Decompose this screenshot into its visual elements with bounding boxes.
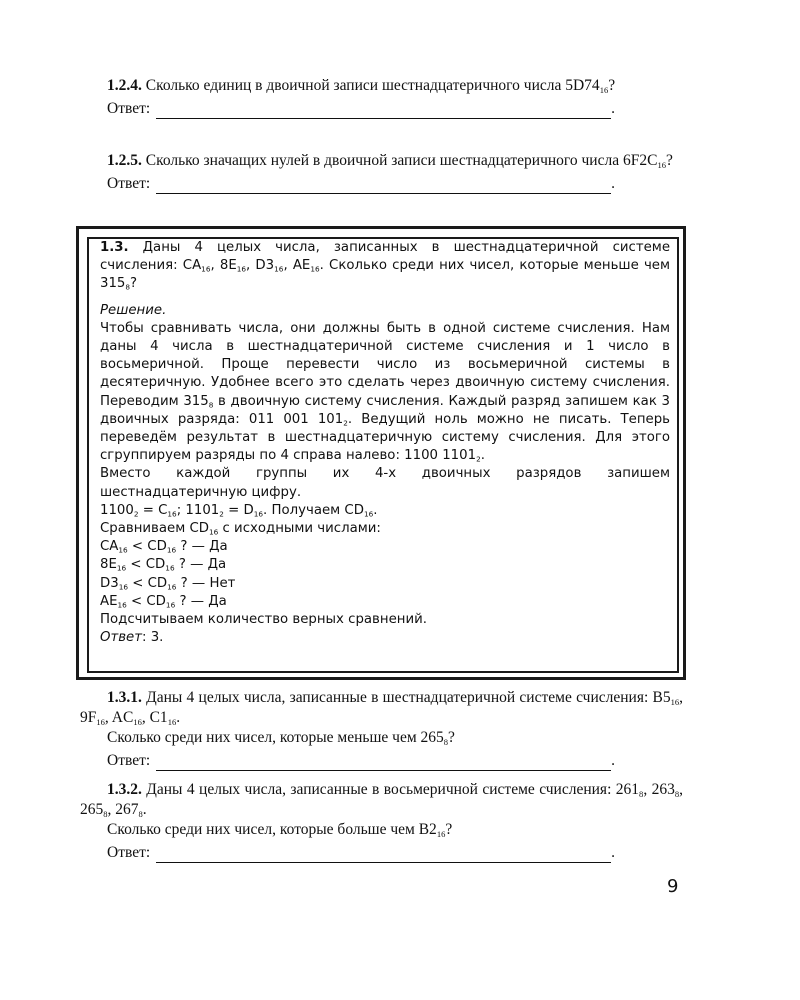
subscript: 16	[118, 545, 128, 555]
subscript: 16	[96, 716, 105, 727]
text-run: ?	[448, 729, 455, 746]
subscript: 16	[310, 264, 320, 274]
answer-label: Ответ:	[107, 100, 151, 117]
answer-row	[80, 843, 683, 863]
text-run: < CD	[128, 575, 168, 591]
text-run: .	[142, 801, 147, 818]
text-run: . Получаем CD	[263, 502, 364, 518]
example-answer	[100, 629, 670, 647]
subscript: 2	[133, 509, 139, 519]
example-number: 1.3.	[100, 240, 129, 255]
task-number: 1.2.4.	[107, 77, 142, 94]
text-run: ?	[130, 276, 138, 292]
subscript: 16	[363, 509, 374, 519]
task-text: ?	[665, 152, 673, 169]
answer-row	[80, 751, 683, 771]
task-question	[80, 780, 683, 820]
count-line: Подсчитываем количество верных сравнений.	[100, 612, 427, 628]
text-run: в двоичную систему счисления. Каждый разряд запишем как 3 двоичных разряда: 011 001 101	[100, 393, 670, 427]
text-run: < CD	[127, 539, 167, 555]
subscript: 16	[167, 509, 177, 519]
task-question-2	[80, 820, 683, 840]
subscript: 8	[674, 788, 680, 799]
text-run: < CD	[126, 557, 166, 573]
answer-label: Ответ:	[107, 752, 151, 769]
comparison-line	[100, 556, 670, 574]
task-question	[80, 151, 683, 171]
task-1-3-2	[80, 780, 683, 863]
text-run: CA	[100, 539, 119, 555]
answer-end: .	[611, 752, 616, 769]
answer-row	[80, 174, 683, 194]
text-run: Сколько среди них чисел, которые больше чем B2	[107, 821, 437, 838]
subscript: 16	[118, 582, 128, 592]
task-text: ?	[608, 77, 616, 94]
task-text: Сколько единиц в двоичной записи шестнадцатеричного числа 5D74	[141, 77, 600, 94]
subscript: 16	[167, 582, 177, 592]
comparison-line	[100, 593, 670, 611]
subscript: 2	[476, 454, 481, 464]
subscript: 16	[167, 716, 177, 727]
text-run: .	[176, 709, 181, 726]
subscript: 16	[657, 159, 666, 170]
grouping-line: Вместо каждой группы их 4-х двоичных разрядов запишем шестнадцатеричную цифру.	[100, 466, 670, 500]
text-run: . Ведущий ноль можно не писать. Теперь переведём результат в шестнадцатеричную систему счисления. Для этого сгруппируем разряды по 4 справа налево: 1100 1101	[100, 411, 670, 464]
solution-label-text: Решение.	[100, 302, 167, 318]
text-run: Даны 4 целых числа, записанные в шестнадцатеричной системе счисления: B5	[141, 689, 671, 706]
answer-label: Ответ:	[107, 175, 151, 192]
text-run: , 265	[80, 781, 683, 818]
text-run: ; 1101	[176, 502, 220, 518]
subscript: 2	[343, 418, 348, 428]
task-question	[80, 76, 683, 96]
text-run: < CD	[126, 593, 166, 609]
task-question-2	[80, 728, 683, 748]
subscript: 16	[209, 527, 219, 537]
text-run: Сравниваем CD	[100, 521, 209, 537]
solution-label	[100, 302, 670, 320]
text-run: , 267	[107, 801, 139, 818]
text-run: Чтобы сравнивать числа, они должны быть в одной системе счисления. Нам даны 4 числа в шестнадцатеричной системе счисления и 1 число в восьмеричной. Проще перевести число из восьмеричной системы в десятеричную. Удобнее всего это сделать через двоичную систему счисления. Переводим 315	[100, 320, 670, 409]
answer-value: : 3.	[141, 630, 164, 646]
text-run: , 9F	[80, 689, 683, 726]
subscript: 16	[599, 84, 609, 95]
task-number: 1.2.5.	[107, 152, 142, 169]
text-run: = C	[138, 502, 168, 518]
task-1-2-5	[80, 151, 683, 194]
task-number: 1.3.2.	[107, 781, 142, 798]
compare-intro	[100, 520, 670, 538]
text-run: с исходными числами:	[218, 521, 381, 537]
text-run: .	[480, 448, 485, 464]
page-number: 9	[667, 876, 679, 897]
subscript: 8	[138, 808, 143, 819]
text-run: Даны 4 целых числа, записанных в шестнадцатеричной системе счисления: CA	[100, 240, 670, 274]
text-run: D3	[100, 575, 119, 591]
text-run: ? — Да	[176, 539, 228, 555]
text-run: , D3	[246, 258, 275, 274]
task-1-3-1	[80, 688, 683, 771]
conversion-line	[100, 502, 670, 520]
text-run: ? — Нет	[176, 575, 236, 591]
task-text: Сколько значащих нулей в двоичной записи шестнадцатеричного числа 6F2C	[141, 152, 658, 169]
comparison-line	[100, 575, 670, 593]
text-run: , C1	[141, 709, 168, 726]
subscript: 8	[103, 808, 108, 819]
answer-end: .	[611, 175, 616, 192]
text-run: , AC	[104, 709, 134, 726]
text-run: 1100	[100, 502, 134, 518]
text-run: , 263	[643, 781, 675, 798]
answer-label: Ответ:	[107, 844, 151, 861]
comparison-line	[100, 538, 670, 556]
subscript: 16	[117, 600, 127, 610]
example-1-3	[100, 239, 670, 647]
task-text	[80, 689, 683, 726]
task-1-2-4	[80, 76, 683, 119]
subscript: 16	[670, 696, 680, 707]
text-run: 8E	[100, 557, 117, 573]
text-run: AE	[100, 593, 118, 609]
answer-field[interactable]	[156, 179, 611, 194]
text-run: .	[373, 502, 378, 518]
subscript: 8	[639, 788, 644, 799]
subscript: 2	[219, 509, 224, 519]
subscript: 16	[236, 264, 247, 274]
subscript: 16	[253, 509, 264, 519]
subscript: 16	[201, 264, 211, 274]
text-run: Даны 4 целых числа, записанные в восьмеричной системе счисления: 261	[141, 781, 640, 798]
text-run: ? — Да	[174, 557, 227, 573]
text-run: . Сколько среди них чисел, которые меньше чем 315	[100, 258, 671, 292]
subscript: 8	[125, 282, 131, 292]
answer-field[interactable]	[156, 104, 611, 119]
text-run: Сколько среди них чисел, которые меньше чем 265	[107, 729, 444, 746]
task-question	[80, 688, 683, 728]
answer-label: Ответ	[100, 630, 142, 646]
text-run: , AE	[283, 258, 311, 274]
answer-end: .	[611, 844, 616, 861]
subscript: 16	[165, 564, 175, 573]
answer-end: .	[611, 100, 616, 117]
text-run: , 8E	[210, 258, 237, 274]
problem-text	[100, 240, 670, 291]
answer-row	[80, 99, 683, 119]
subscript: 16	[116, 564, 127, 573]
subscript: 16	[165, 600, 176, 610]
answer-field[interactable]	[156, 756, 611, 771]
subscript: 16	[436, 828, 446, 839]
example-problem	[100, 239, 670, 294]
task-text	[80, 781, 683, 818]
solution-paragraph	[100, 320, 670, 466]
subscript: 16	[133, 716, 142, 727]
subscript: 8	[208, 400, 214, 410]
text-run: = D	[223, 502, 254, 518]
answer-field[interactable]	[156, 848, 611, 863]
subscript: 16	[274, 264, 284, 274]
task-number: 1.3.1.	[107, 689, 142, 706]
subscript: 8	[443, 736, 449, 747]
subscript: 16	[166, 545, 177, 555]
text-run: ? — Да	[175, 593, 227, 609]
text-run: ?	[445, 821, 453, 838]
